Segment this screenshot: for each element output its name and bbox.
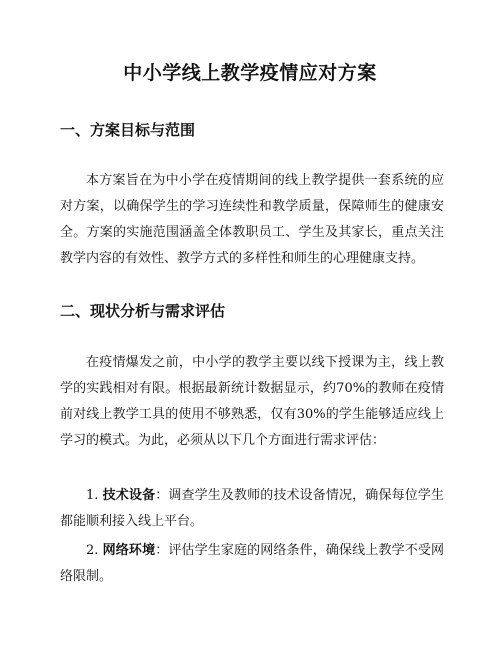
list-item-text: ：评估学生家庭的网络条件，确保线上教学不受网络限制。 <box>60 543 444 584</box>
section-2-paragraph: 在疫情爆发之前，中小学的教学主要以线下授课为主，线上教学的实践相对有限。根据最新统计数据显示，约70%的教师在疫情前对线上教学工具的使用不够熟悉，仅有30%的学生能够适应线上学习的模式。为此，必须从以下几个方面进行需求评估： <box>60 355 444 448</box>
list-item-term: 技术设备 <box>102 488 156 503</box>
list-item-number: 1. <box>86 488 99 503</box>
list-item-network-environment <box>60 538 444 590</box>
document-title: 中小学线上教学疫情应对方案 <box>123 62 377 84</box>
section-1-heading: 一、方案目标与范围 <box>60 121 196 139</box>
list-item-text: ：调查学生及教师的技术设备情况，确保每位学生都能顺利接入线上平台。 <box>60 488 444 529</box>
list-item-number: 2. <box>86 543 99 558</box>
list-item-term: 网络环境 <box>102 543 156 558</box>
section-1-paragraph: 本方案旨在为中小学在疫情期间的线上教学提供一套系统的应对方案，以确保学生的学习连续性和教学质量，保障师生的健康安全。方案的实施范围涵盖全体教职员工、学生及其家长，重点关注教学内容的有效性、教学方式的多样性和师生的心理健康支持。 <box>60 173 444 266</box>
list-item-technical-equipment <box>60 483 444 535</box>
section-2-heading: 二、现状分析与需求评估 <box>60 302 226 320</box>
